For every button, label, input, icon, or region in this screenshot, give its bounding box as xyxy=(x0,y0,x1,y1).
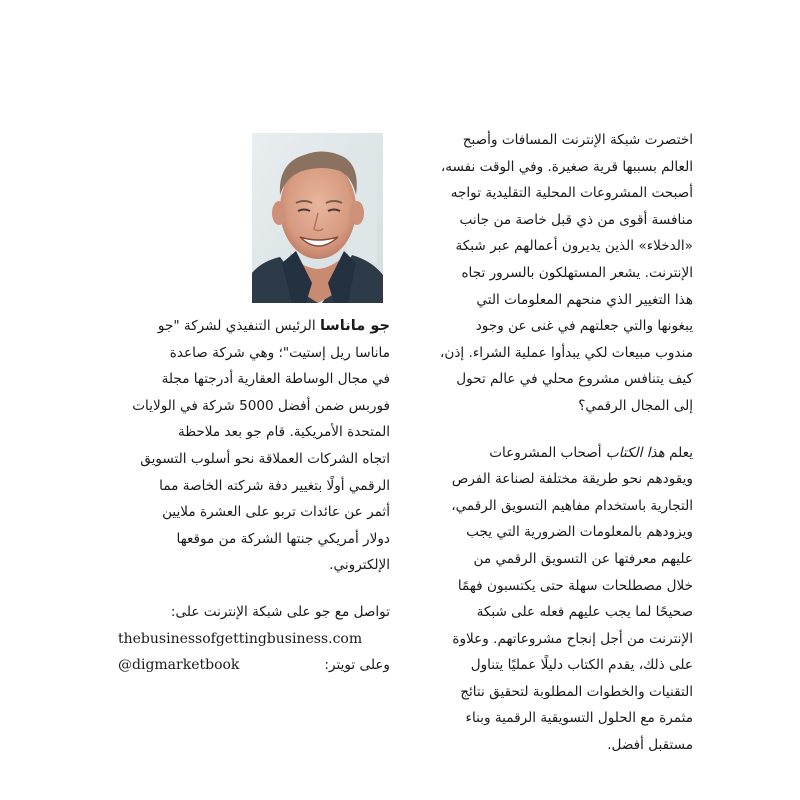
text-line: خلال مصطلحات سهلة حتى يكتسبون فهمًا xyxy=(457,577,693,594)
text-line xyxy=(405,440,693,467)
paragraph-gap xyxy=(405,420,693,440)
text-line: دولار أمريكي جنتها الشركة من موقعها xyxy=(176,530,390,547)
text-line: أثمر عن عائدات تربو على العشرة ملايين xyxy=(162,504,390,521)
author-photo xyxy=(252,133,383,303)
text-line: الإنترنت. يشعر المستهلكون بالسرور تجاه xyxy=(461,264,693,281)
text-fragment: الرئيس التنفيذي لشركة "جو xyxy=(157,318,316,334)
text-line: الإلكتروني. xyxy=(329,557,390,574)
book-title: هذا الكتاب xyxy=(605,444,665,461)
text-line: التقنيات والخطوات المطلوبة لتحقيق نتائج xyxy=(460,683,693,700)
author-bio-column xyxy=(118,313,390,679)
text-line: «الدخلاء» الذين يديرون أعمالهم عبر شبكة xyxy=(455,238,693,255)
text-line: منافسة أقوى من ذي قبل خاصة من جانب xyxy=(459,211,693,228)
text-line: عليهم معرفتها عن التسويق الرقمي من xyxy=(473,550,693,567)
text-line: ماناسا ريل إستيت"؛ وهي شركة صاعدة xyxy=(169,344,390,361)
twitter-label: وعلى تويتر: xyxy=(324,657,390,674)
text-line: يبغونها والتي جعلتهم في غنى عن وجود xyxy=(475,318,693,335)
text-line: مستقبل أفضل. xyxy=(607,737,693,754)
text-line: صحيحًا لما يجب عليهم فعله على شبكة xyxy=(476,604,693,621)
text-line: أصبحت المشروعات المحلية التقليدية تواجه xyxy=(450,185,693,202)
text-line: على ذلك، يقدم الكتاب دليلًا عمليًا يتناول xyxy=(470,657,693,674)
text-line: في مجال الوساطة العقارية أدرجتها مجلة xyxy=(161,371,390,388)
text-line: الإنترنت من أجل إنجاح مشروعاتهم. وعلاوة xyxy=(452,630,693,647)
intro-paragraph xyxy=(405,127,693,420)
text-line: التجارية باستخدام مفاهيم التسويق الرقمي، xyxy=(451,497,693,514)
text-fragment: أصحاب المشروعات xyxy=(489,444,602,461)
text-line: اختصرت شبكة الإنترنت المسافات وأصبح xyxy=(462,132,693,148)
contact-label: تواصل مع جو على شبكة الإنترنت على: xyxy=(170,603,390,620)
text-line: فوربس ضمن أفضل 5000 شركة في الولايات xyxy=(132,397,390,414)
text-line: ويزودهم بالمعلومات الضرورية التي يجب xyxy=(466,524,693,541)
twitter-handle-link[interactable]: @digmarketbook xyxy=(118,657,240,674)
text-line xyxy=(118,313,390,340)
text-line: ويقودهم نحو طريقة مختلفة لصناعة الفرص xyxy=(451,471,693,488)
text-line: كيف يتنافس مشروع محلي في عالم تحول xyxy=(456,371,693,388)
text-line: اتجاه الشركات العملاقة نحو أسلوب التسويق xyxy=(140,450,390,467)
author-name: جو ماناسا xyxy=(319,317,390,334)
text-line: هذا التغيير الذي منحهم المعلومات التي xyxy=(476,291,693,308)
text-line: المتحدة الأمريكية. قام جو بعد ملاحظة xyxy=(177,424,390,441)
text-line: إلى المجال الرقمي؟ xyxy=(578,397,693,414)
text-line: مندوب مبيعات لكي يبدأوا عملية الشراء. إذن، xyxy=(439,344,693,361)
book-description-column xyxy=(405,127,693,759)
twitter-row xyxy=(118,652,390,679)
text-line: العالم بسببها قرية صغيرة. وفي الوقت نفسه، xyxy=(440,158,693,175)
book-paragraph xyxy=(405,440,693,759)
text-fragment: يعلم xyxy=(669,444,693,461)
website-link[interactable]: thebusinessofgettingbusiness.com xyxy=(118,630,363,647)
text-line: مثمرة مع الحلول التسويقية الرقمية وبناء xyxy=(465,710,693,727)
paragraph-gap xyxy=(118,579,390,599)
text-line: الرقمي أولًا بتغيير دفة شركته الخاصة مما xyxy=(159,477,390,494)
